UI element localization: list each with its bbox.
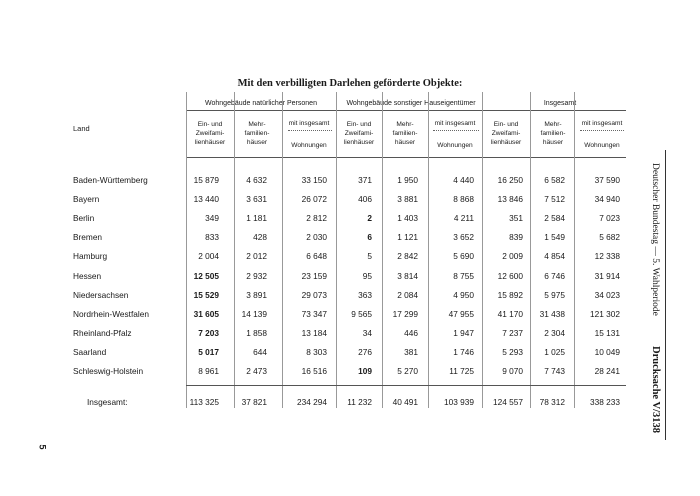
table-cell: 839: [509, 232, 523, 243]
table-cell: 6 582: [544, 175, 565, 185]
table-cell: 2 584: [544, 213, 565, 224]
table-cell: 381: [404, 346, 418, 357]
table-cell: 6 648: [306, 251, 327, 262]
table-cell: 33 150: [301, 175, 327, 185]
table-cell: 1 403: [397, 213, 418, 224]
table-cell: 16 250: [497, 175, 523, 185]
table-cell: 13 440: [193, 194, 219, 205]
table-cell: 406: [358, 194, 372, 205]
table-cell: 28 241: [594, 366, 620, 376]
table-cell: 1 947: [453, 327, 474, 338]
row-land: Saarland: [73, 346, 107, 357]
table-cell: 2 004: [198, 251, 219, 262]
sub-ein-3: Ein- und Zweifami- lienhäuser: [490, 121, 522, 146]
table-cell: 1 858: [246, 327, 267, 338]
table-cell: 26 072: [301, 194, 327, 205]
table-cell: 37 590: [594, 175, 620, 185]
header-rule: [186, 110, 626, 111]
total-cell: 78 312: [539, 397, 565, 407]
land-header: Land: [73, 124, 90, 133]
table-cell: 12 600: [497, 270, 523, 281]
margin-rule: [665, 150, 666, 440]
group-header-total: Insgesamt: [543, 100, 577, 107]
row-land: Berlin: [73, 213, 95, 224]
sub-mehr-3: Mehr- familien- häuser: [540, 121, 566, 146]
table-cell: 3 652: [453, 232, 474, 243]
total-cell: 338 233: [590, 397, 620, 407]
table-row: [0, 251, 700, 265]
table-cell: 2 009: [502, 251, 523, 262]
table-cell: 29 073: [301, 289, 327, 300]
table-cell: 1 181: [246, 213, 267, 224]
total-cell: 37 821: [241, 397, 267, 407]
table-cell: 6: [367, 232, 372, 243]
page-number: 5: [37, 444, 48, 450]
table-cell: 12 338: [594, 251, 620, 262]
total-cell: 113 325: [189, 397, 219, 407]
row-land: Nordrhein-Westfalen: [73, 308, 149, 319]
table-cell: 95: [362, 270, 372, 281]
table-row: [0, 290, 700, 304]
row-land: Rheinland-Pfalz: [73, 327, 132, 338]
table-row: [0, 194, 700, 208]
table-cell: 3 631: [246, 194, 267, 205]
table-cell: 7 512: [544, 194, 565, 205]
table-cell: 8 303: [306, 346, 327, 357]
table-cell: 15 131: [594, 327, 620, 338]
dotted-rule-2: [433, 130, 479, 131]
table-cell: 23 159: [301, 270, 327, 281]
row-land: Schleswig-Holstein: [73, 366, 144, 376]
table-cell: 2 304: [544, 327, 565, 338]
table-row: [0, 213, 700, 227]
table-row: [0, 309, 700, 323]
sub-mehr-1: Mehr- familien- häuser: [244, 121, 270, 146]
sub-ein-1: Ein- und Zweifami- lienhäuser: [194, 121, 226, 146]
total-cell: 103 939: [444, 397, 474, 407]
table-cell: 5: [367, 251, 372, 262]
sub-mit-3: mit insgesamt: [581, 120, 623, 127]
table-cell: 34 940: [594, 194, 620, 205]
table-cell: 13 184: [301, 327, 327, 338]
total-rule: [186, 385, 626, 386]
table-cell: 4 440: [453, 175, 474, 185]
group-header-other: Wohngebäude sonstiger Hauseigentümer: [346, 100, 476, 107]
table-cell: 363: [358, 289, 372, 300]
table-title: Mit den verbilligten Darlehen geförderte Objekte:: [237, 78, 463, 89]
table-cell: 1 950: [397, 175, 418, 185]
table-cell: 833: [205, 232, 219, 243]
table-cell: 13 846: [497, 194, 523, 205]
sub-wohn-2: Wohnungen: [437, 142, 473, 149]
table-cell: 644: [253, 346, 267, 357]
table-cell: 1 025: [544, 346, 565, 357]
row-land: Bremen: [73, 232, 103, 243]
table-cell: 446: [404, 327, 418, 338]
table-cell: 15 892: [497, 289, 523, 300]
total-cell: 124 557: [493, 397, 523, 407]
side-label: [639, 165, 665, 435]
table-cell: 351: [509, 213, 523, 224]
table-cell: 31 438: [539, 308, 565, 319]
table-cell: 4 950: [453, 289, 474, 300]
table-cell: 3 814: [397, 270, 418, 281]
table-cell: 5 017: [198, 346, 219, 357]
bundestag-label: Deutscher Bundestag — 5. Wahlperiode: [650, 163, 660, 316]
row-land: Hamburg: [73, 251, 108, 262]
table-cell: 4 211: [453, 213, 474, 224]
table-cell: 11 725: [449, 366, 474, 376]
table-cell: 31 605: [193, 308, 219, 319]
table-cell: 16 516: [301, 366, 327, 376]
table-cell: 3 881: [397, 194, 418, 205]
sub-mit-2: mit insgesamt: [434, 120, 476, 127]
row-land: Baden-Württemberg: [73, 175, 148, 185]
table-row: [0, 175, 700, 189]
table-row: [0, 232, 700, 246]
table-cell: 1 121: [397, 232, 418, 243]
table-cell: 2: [367, 213, 372, 224]
table-cell: 8 961: [198, 366, 219, 376]
sub-wohn-3: Wohnungen: [584, 142, 620, 149]
table-cell: 9 565: [351, 308, 372, 319]
table-cell: 34: [362, 327, 372, 338]
sub-mit-1: mit insgesamt: [288, 120, 330, 127]
total-cell: 40 491: [392, 397, 418, 407]
table-cell: 1 746: [453, 346, 474, 357]
table-cell: 17 299: [392, 308, 418, 319]
table-cell: 4 632: [246, 175, 267, 185]
table-cell: 371: [358, 175, 372, 185]
table-cell: 5 690: [453, 251, 474, 262]
table-cell: 2 812: [306, 213, 327, 224]
table-row: [0, 328, 700, 342]
table-cell: 34 023: [594, 289, 620, 300]
drucksache-label: Drucksache V/3138: [650, 345, 661, 433]
table-cell: 2 030: [306, 232, 327, 243]
table-cell: 428: [253, 232, 267, 243]
table-cell: 12 505: [193, 270, 219, 281]
table-cell: 5 293: [502, 346, 523, 357]
sub-ein-2: Ein- und Zweifami- lienhäuser: [343, 121, 375, 146]
table-cell: 7 203: [198, 327, 219, 338]
table-cell: 41 170: [497, 308, 523, 319]
sub-mehr-2: Mehr- familien- häuser: [392, 121, 418, 146]
table-cell: 4 854: [544, 251, 565, 262]
total-label: Insgesamt:: [87, 397, 128, 407]
table-cell: 6 746: [544, 270, 565, 281]
table-cell: 8 868: [453, 194, 474, 205]
row-land: Niedersachsen: [73, 289, 129, 300]
table-cell: 73 347: [301, 308, 327, 319]
table-cell: 8 755: [453, 270, 474, 281]
table-cell: 9 070: [502, 366, 523, 376]
table-cell: 2 012: [246, 251, 267, 262]
table-cell: 10 049: [594, 346, 620, 357]
table-cell: 2 473: [246, 366, 267, 376]
table-cell: 2 084: [397, 289, 418, 300]
table-cell: 7 023: [599, 213, 620, 224]
row-land: Bayern: [73, 194, 100, 205]
table-cell: 109: [358, 366, 372, 376]
table-cell: 5 975: [544, 289, 565, 300]
table-cell: 31 914: [594, 270, 620, 281]
table-cell: 2 932: [246, 270, 267, 281]
table-row: [0, 366, 700, 380]
sub-wohn-1: Wohnungen: [291, 142, 327, 149]
table-cell: 1 549: [544, 232, 565, 243]
group-header-natural: Wohngebäude natürlicher Personen: [205, 100, 317, 107]
dotted-rule-1: [288, 130, 332, 131]
table-cell: 121 302: [590, 308, 620, 319]
table-cell: 276: [358, 346, 372, 357]
table-cell: 5 270: [397, 366, 418, 376]
table-cell: 15 879: [193, 175, 219, 185]
dotted-rule-3: [580, 130, 624, 131]
table-cell: 47 955: [448, 308, 474, 319]
table-cell: 15 529: [193, 289, 219, 300]
total-cell: 234 294: [297, 397, 327, 407]
total-row: [0, 397, 700, 411]
table-cell: 7 743: [544, 366, 565, 376]
table-row: [0, 271, 700, 285]
total-cell: 11 232: [347, 397, 372, 407]
table-cell: 5 682: [599, 232, 620, 243]
table-cell: 7 237: [502, 327, 523, 338]
table-row: [0, 347, 700, 361]
table-cell: 14 139: [241, 308, 267, 319]
table-cell: 3 891: [246, 289, 267, 300]
table-cell: 349: [205, 213, 219, 224]
row-land: Hessen: [73, 270, 102, 281]
header-bottom-rule: [186, 157, 626, 158]
table-cell: 2 842: [397, 251, 418, 262]
